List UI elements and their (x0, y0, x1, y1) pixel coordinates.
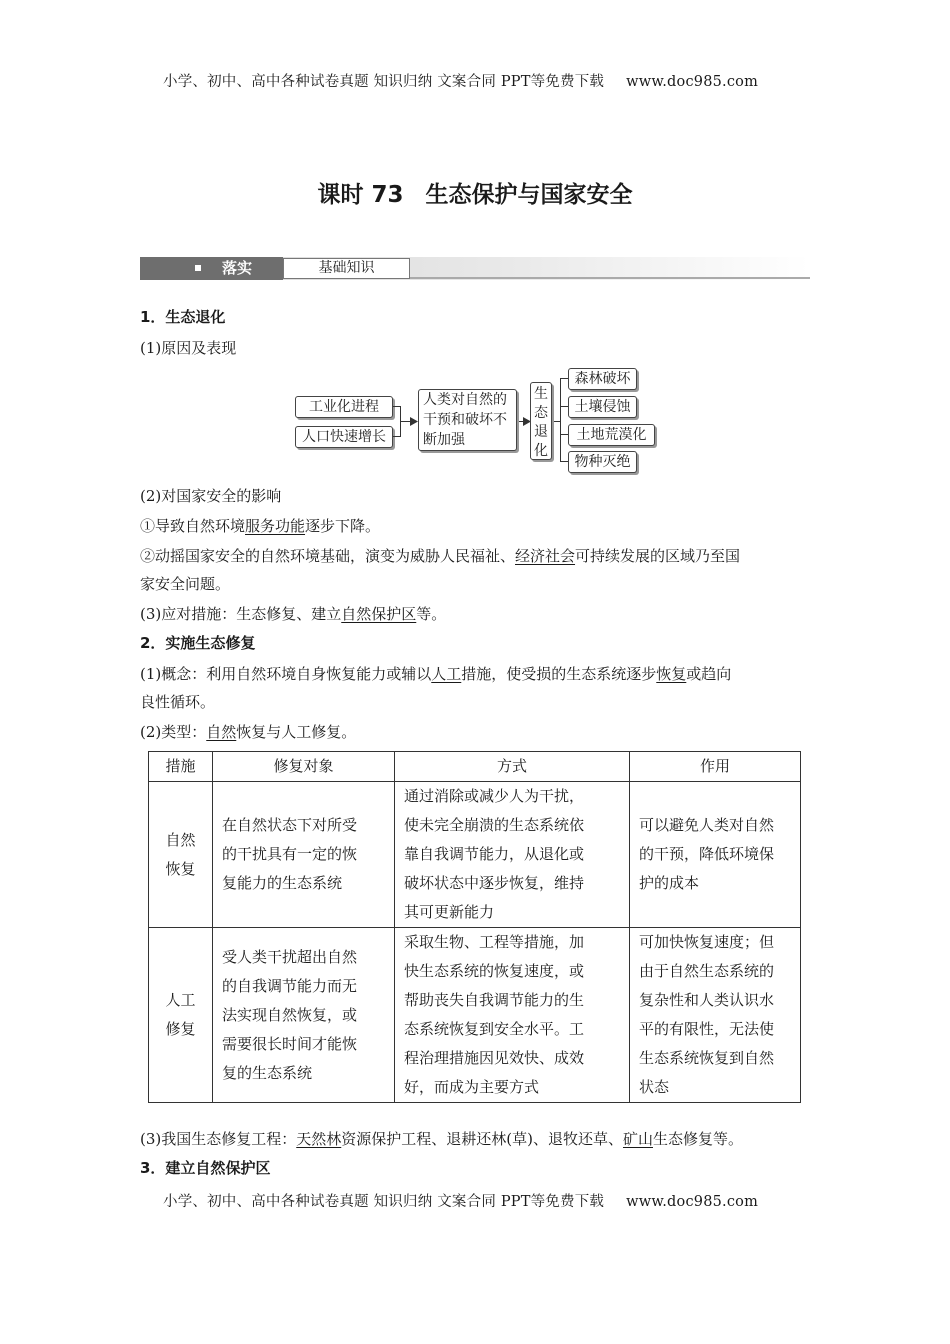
footer-url[interactable]: www.doc985.com (626, 1194, 759, 1210)
banner-label-secondary: 基础知识 (283, 258, 410, 279)
result-box: 土地荒漠化 (568, 424, 655, 446)
middle-line: 人类对自然的 (423, 392, 507, 408)
measure-cell: 人工 修复 (149, 928, 213, 1103)
answer-blank: 自然 (206, 723, 237, 741)
effect-cell: 可以避免人类对自然 的干预，降低环境保 护的成本 (630, 782, 801, 928)
projects-line: (3)我国生态修复工程：天然林资源保护工程、退耕还林(草)、退牧还草、矿山生态修复等。 (140, 1130, 744, 1148)
degradation-diagram (0, 0, 950, 480)
table-row (149, 782, 801, 928)
section-1-heading: 1．生态退化 (140, 308, 226, 326)
section-1-sub2: (2)对国家安全的影响 (140, 487, 282, 505)
table-header-row (149, 752, 801, 782)
lesson-topic: 生态保护与国家安全 (425, 182, 633, 208)
header-url[interactable]: www.doc985.com (626, 74, 759, 90)
object-cell: 受人类干扰超出自然 的自我调节能力而无 法实现自然恢复，或 需要很长时间才能恢 复的生态系统 (213, 928, 395, 1103)
cause-effect-box (418, 389, 517, 451)
section-1-sub1: (1)原因及表现 (140, 339, 237, 357)
section-2-heading: 2．实施生态修复 (140, 634, 256, 652)
page-footer (163, 1190, 758, 1211)
middle-line: 断加强 (423, 432, 465, 448)
impact-line-2: ②动摇国家安全的自然环境基础，演变为威胁人民福祉、经济社会可持续发展的区域乃至国 (140, 547, 741, 565)
types-line: (2)类型：自然恢复与人工修复。 (140, 723, 357, 741)
restoration-table (148, 751, 801, 1103)
answer-blank: 经济社会 (515, 547, 576, 565)
footer-text: 小学、初中、高中各种试卷真题 知识归纳 文案合同 PPT等免费下载 (163, 1194, 605, 1210)
banner-label-primary: 落实 (222, 259, 253, 277)
lesson-number: 课时 73 (317, 182, 404, 208)
table-row (149, 928, 801, 1103)
effect-cell: 可加快恢复速度；但 由于自然生态系统的 复杂性和人类认识水 平的有限性，无法使 生态系统恢复到自然 状态 (630, 928, 801, 1103)
answer-blank: 恢复 (656, 665, 687, 683)
center-box: 生态退化 (530, 382, 552, 460)
measures-line: (3)应对措施：生态修复、建立自然保护区等。 (140, 605, 447, 623)
answer-blank: 矿山 (622, 1130, 653, 1148)
table-header-cell: 作用 (630, 752, 801, 782)
impact-line-1: ①导致自然环境服务功能逐步下降。 (140, 517, 381, 535)
method-cell: 通过消除或减少人为干扰， 使未完全崩溃的生态系统依 靠自我调节能力，从退化或 破坏状态中逐步恢复，维持 其可更新能力 (395, 782, 630, 928)
answer-blank: 人工 (431, 665, 462, 683)
method-cell: 采取生物、工程等措施，加 快生态系统的恢复速度，或 帮助丧失自我调节能力的生 态系统恢复到安全水平。工 程治理措施因见效快、成效 好，而成为主要方式 (395, 928, 630, 1103)
cause-box: 人口快速增长 (295, 426, 393, 448)
concept-line: (1)概念：利用自然环境自身恢复能力或辅以人工措施，使受损的生态系统逐步恢复或趋向 (140, 665, 732, 683)
answer-blank: 天然林 (296, 1130, 342, 1148)
table-header-cell: 方式 (395, 752, 630, 782)
impact-line-2-cont: 家安全问题。 (140, 575, 231, 593)
result-box: 森林破坏 (568, 368, 637, 390)
object-cell: 在自然状态下对所受 的干扰具有一定的恢 复能力的生态系统 (213, 782, 395, 928)
measure-cell: 自然 恢复 (149, 782, 213, 928)
concept-line-cont: 良性循环。 (140, 693, 216, 711)
result-box: 土壤侵蚀 (568, 396, 637, 418)
answer-blank: 自然保护区 (341, 605, 417, 623)
arrow-right-icon (410, 417, 418, 426)
table-header-cell: 修复对象 (213, 752, 395, 782)
result-box: 物种灭绝 (568, 451, 637, 473)
answer-blank: 服务功能 (245, 517, 306, 535)
section-3-heading: 3．建立自然保护区 (140, 1159, 271, 1177)
table-header-cell: 措施 (149, 752, 213, 782)
middle-line: 干预和破坏不 (423, 412, 507, 428)
cause-box: 工业化进程 (295, 396, 393, 418)
header-text: 小学、初中、高中各种试卷真题 知识归纳 文案合同 PPT等免费下载 (163, 74, 605, 90)
